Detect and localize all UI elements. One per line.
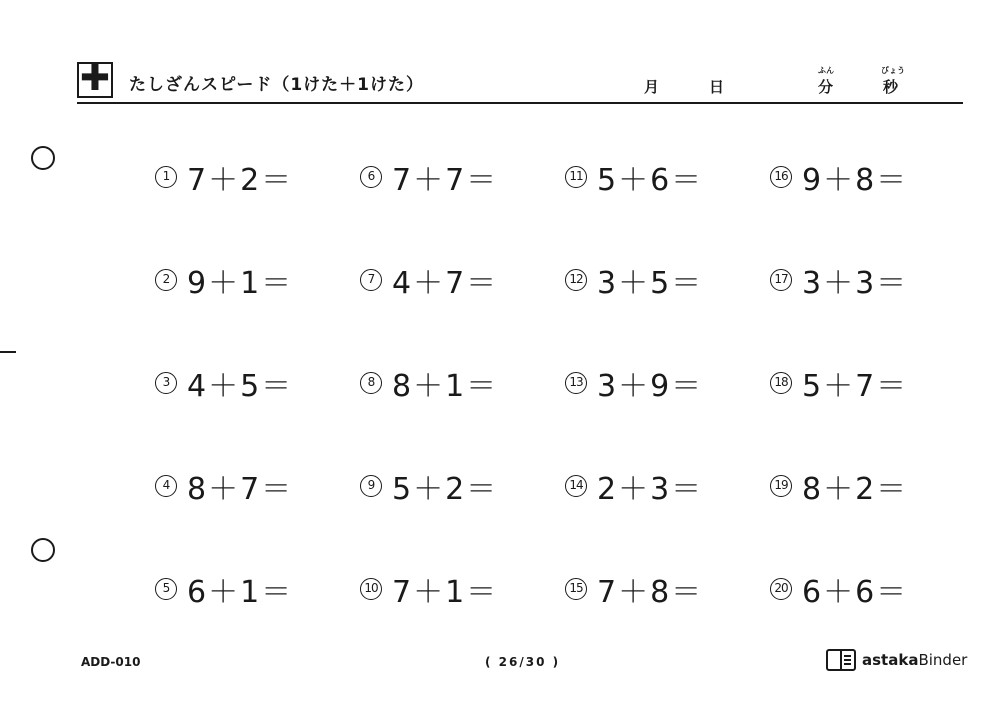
binder-icon xyxy=(826,648,856,672)
brand-logo xyxy=(826,648,967,672)
problem-item xyxy=(565,258,703,302)
worksheet-code: ADD-010 xyxy=(81,655,141,669)
problem-number: 16 xyxy=(770,166,792,188)
problem-expression: 2＋3＝ xyxy=(597,472,704,507)
problem-expression: 7＋1＝ xyxy=(392,575,499,610)
problem-item xyxy=(360,155,498,199)
problem-expression: 8＋7＝ xyxy=(187,472,294,507)
problem-expression: 7＋2＝ xyxy=(187,163,294,198)
problem-item xyxy=(565,361,703,405)
problem-item xyxy=(770,464,908,508)
problem-expression: 8＋2＝ xyxy=(802,472,909,507)
brand-name-light: Binder xyxy=(918,651,968,669)
plus-icon: ✚ xyxy=(77,62,113,98)
problem-item xyxy=(360,258,498,302)
problem-expression: 6＋6＝ xyxy=(802,575,909,610)
problem-item xyxy=(155,258,293,302)
problem-number: 4 xyxy=(155,475,177,497)
problem-expression: 9＋8＝ xyxy=(802,163,909,198)
problem-number: 2 xyxy=(155,269,177,291)
problem-expression: 5＋6＝ xyxy=(597,163,704,198)
day-label: 日 xyxy=(709,78,725,96)
punch-hole-top xyxy=(31,146,55,170)
problem-number: 15 xyxy=(565,578,587,600)
problem-item xyxy=(770,567,908,611)
problem-number: 8 xyxy=(360,372,382,394)
problem-number: 1 xyxy=(155,166,177,188)
problem-number: 19 xyxy=(770,475,792,497)
problem-number: 10 xyxy=(360,578,382,600)
second-label: 秒 xyxy=(883,78,899,96)
problem-item xyxy=(565,567,703,611)
problem-number: 5 xyxy=(155,578,177,600)
worksheet-title: たしざんスピード（1けた＋1けた） xyxy=(129,75,424,95)
problem-number: 12 xyxy=(565,269,587,291)
problem-number: 6 xyxy=(360,166,382,188)
problem-item xyxy=(155,155,293,199)
problem-number: 3 xyxy=(155,372,177,394)
problem-item xyxy=(770,258,908,302)
problem-item xyxy=(360,464,498,508)
problem-item xyxy=(770,361,908,405)
problem-expression: 4＋7＝ xyxy=(392,266,499,301)
problem-expression: 7＋8＝ xyxy=(597,575,704,610)
problem-number: 20 xyxy=(770,578,792,600)
minute-ruby: ふん xyxy=(818,66,834,75)
problem-expression: 8＋1＝ xyxy=(392,369,499,404)
page-indicator: ( 26/30 ) xyxy=(485,655,561,669)
problem-item xyxy=(565,155,703,199)
problem-number: 13 xyxy=(565,372,587,394)
problem-expression: 3＋3＝ xyxy=(802,266,909,301)
problem-item xyxy=(770,155,908,199)
fold-mark xyxy=(0,351,16,353)
problem-number: 17 xyxy=(770,269,792,291)
problem-item xyxy=(155,361,293,405)
worksheet-header xyxy=(77,58,963,104)
minute-label: 分 xyxy=(818,78,834,96)
problem-number: 11 xyxy=(565,166,587,188)
brand-name-bold: astaka xyxy=(862,651,919,669)
problem-number: 9 xyxy=(360,475,382,497)
problem-expression: 9＋1＝ xyxy=(187,266,294,301)
second-ruby: びょう xyxy=(881,66,905,75)
problem-expression: 5＋7＝ xyxy=(802,369,909,404)
problem-expression: 7＋7＝ xyxy=(392,163,499,198)
punch-hole-bottom xyxy=(31,538,55,562)
problem-item xyxy=(565,464,703,508)
problem-expression: 3＋9＝ xyxy=(597,369,704,404)
problem-expression: 6＋1＝ xyxy=(187,575,294,610)
problem-expression: 3＋5＝ xyxy=(597,266,704,301)
problem-expression: 5＋2＝ xyxy=(392,472,499,507)
problem-number: 14 xyxy=(565,475,587,497)
problem-item xyxy=(360,361,498,405)
month-label: 月 xyxy=(644,78,660,96)
problem-item xyxy=(360,567,498,611)
problem-number: 7 xyxy=(360,269,382,291)
problem-expression: 4＋5＝ xyxy=(187,369,294,404)
problem-item xyxy=(155,464,293,508)
problem-item xyxy=(155,567,293,611)
problem-number: 18 xyxy=(770,372,792,394)
